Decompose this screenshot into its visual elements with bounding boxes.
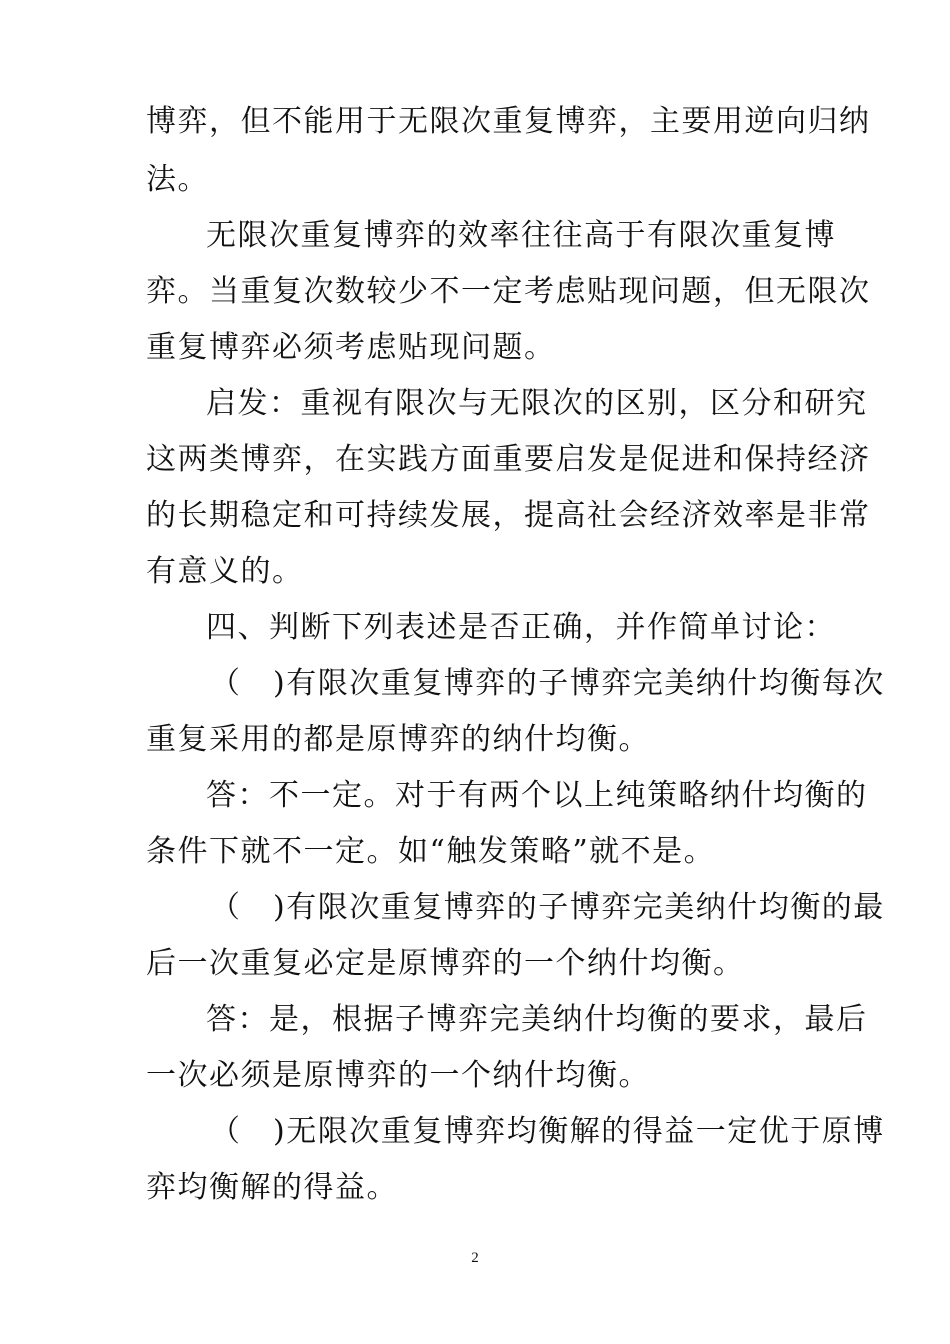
- text-line: 法。: [146, 162, 209, 197]
- text-line: 条件下就不一定。如“触发策略”就不是。: [146, 834, 716, 869]
- text-line: 重复采用的都是原博弈的纳什均衡。: [146, 722, 650, 757]
- text-line: 的长期稳定和可持续发展，提高社会经济效率是非常: [146, 498, 871, 533]
- page-number: 2: [471, 1250, 479, 1266]
- text-line: 有意义的。: [146, 554, 304, 589]
- text-line: 弈。当重复次数较少不一定考虑贴现问题，但无限次: [146, 274, 871, 309]
- text-line: 重复博弈必须考虑贴现问题。: [146, 330, 556, 365]
- answer: 答：是，根据子博弈完美纳什均衡的要求，最后: [206, 1002, 868, 1037]
- section-heading: 四、判断下列表述是否正确，并作简单讨论：: [206, 610, 836, 645]
- text-line: 一次必须是原博弈的一个纳什均衡。: [146, 1058, 650, 1093]
- text-line: 后一次重复必定是原博弈的一个纳什均衡。: [146, 946, 745, 981]
- paragraph-start: 启发：重视有限次与无限次的区别，区分和研究: [206, 386, 868, 421]
- question-statement: （ )有限次重复博弈的子博弈完美纳什均衡的最: [210, 890, 885, 925]
- paragraph-start: 无限次重复博弈的效率往往高于有限次重复博: [206, 218, 836, 253]
- text-line: 博弈，但不能用于无限次重复博弈，主要用逆向归纳: [146, 104, 871, 139]
- answer: 答：不一定。对于有两个以上纯策略纳什均衡的: [206, 778, 868, 813]
- question-statement: （ )有限次重复博弈的子博弈完美纳什均衡每次: [210, 666, 885, 701]
- question-statement: （ )无限次重复博弈均衡解的得益一定优于原博: [210, 1114, 885, 1149]
- text-line: 这两类博弈，在实践方面重要启发是促进和保持经济: [146, 442, 871, 477]
- text-line: 弈均衡解的得益。: [146, 1170, 398, 1205]
